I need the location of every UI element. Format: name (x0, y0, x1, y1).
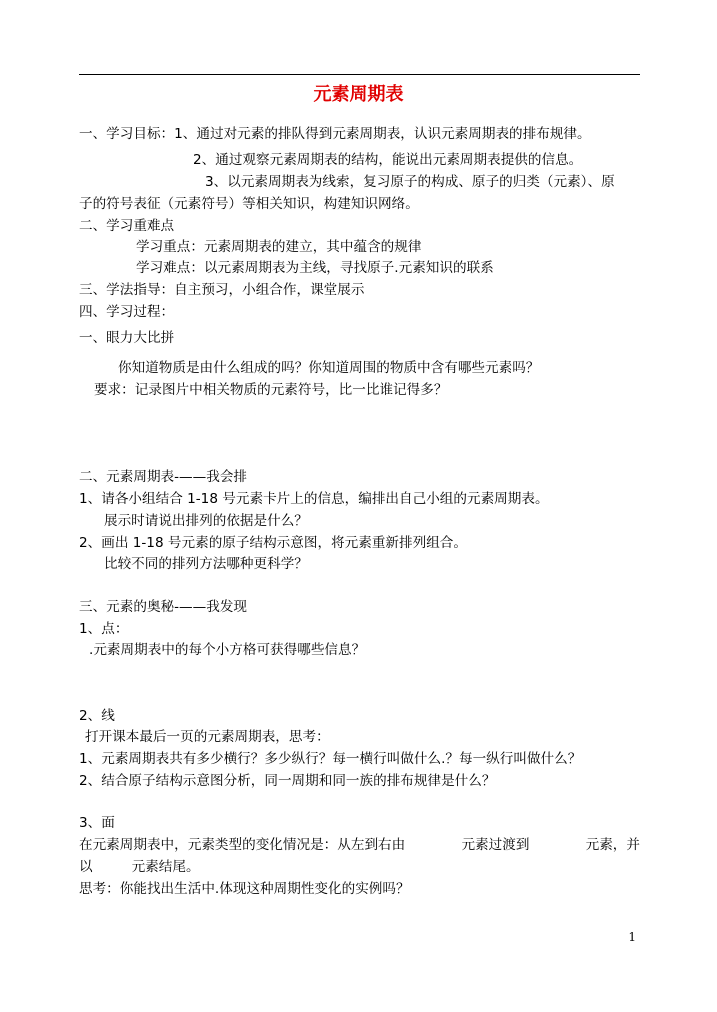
activity-heading-1: 一、眼力大比拼 (79, 330, 175, 346)
face-text-b: 元素过渡到 (461, 837, 530, 853)
activity-heading-3: 三、元素的奥秘-——我发现 (79, 599, 248, 615)
page-title: 元素周期表 (313, 84, 404, 105)
face-sentence-1 (79, 835, 640, 855)
point-question: .元素周期表中的每个小方格可获得哪些信息？ (89, 642, 366, 658)
face-text-d: 以 (79, 859, 93, 875)
method-line: 三、学法指导：自主预习，小组合作，课堂展示 (79, 282, 365, 298)
task-line-3: 2、画出 1-18 号元素的原子结构示意图，将元素重新排列组合。 (79, 535, 467, 551)
line-intro: 打开课本最后一页的元素周期表，思考： (85, 729, 330, 745)
objective-line-1: 一、学习目标：1、通过对元素的排队得到元素周期表，认识元素周期表的排布规律。 (79, 126, 591, 142)
line-question-1: 1、元素周期表共有多少横行？多少纵行？每一横行叫做什么.？每一纵行叫做什么？ (79, 751, 582, 767)
objective-line-2: 2、通过观察元素周期表的结构，能说出元素周期表提供的信息。 (193, 152, 583, 168)
think-question: 思考：你能找出生活中.体现这种周期性变化的实例吗？ (79, 881, 410, 897)
requirement-line: 要求：记录图片中相关物质的元素符号，比一比谁记得多？ (94, 382, 448, 398)
section-heading-process: 四、学习过程： (79, 304, 175, 320)
question-line-1: 你知道物质是由什么组成的吗？你知道周围的物质中含有哪些元素吗？ (118, 360, 540, 376)
section-heading-key-points: 二、学习重难点 (79, 218, 175, 234)
key-point-line: 学习重点：元素周期表的建立，其中蕴含的规律 (136, 239, 422, 255)
page-number: 1 (628, 930, 636, 944)
face-heading: 3、面 (79, 815, 115, 831)
header-rule (79, 74, 640, 75)
objective-line-4: 子的符号表征（元素符号）等相关知识，构建知识网络。 (79, 196, 419, 212)
objective-line-3: 3、以元素周期表为线索，复习原子的构成、原子的归类（元素）、原 (205, 174, 615, 190)
task-line-1: 1、请各小组结合 1-18 号元素卡片上的信息，编排出自己小组的元素周期表。 (79, 491, 549, 507)
face-text-e: 元素结尾。 (131, 859, 200, 875)
face-text-a: 在元素周期表中，元素类型的变化情况是：从左到右由 (79, 837, 406, 853)
task-line-4: 比较不同的排列方法哪种更科学？ (104, 556, 308, 572)
line-question-2: 2、结合原子结构示意图分析，同一周期和同一族的排布规律是什么？ (79, 773, 496, 789)
difficult-point-line: 学习难点：以元素周期表为主线，寻找原子.元素知识的联系 (136, 260, 494, 276)
point-heading: 1、点： (79, 621, 129, 637)
face-text-c: 元素，并 (585, 837, 640, 853)
face-sentence-2 (79, 857, 200, 877)
activity-heading-2: 二、元素周期表-——我会排 (79, 469, 248, 485)
line-heading: 2、线 (79, 708, 115, 724)
task-line-2: 展示时请说出排列的依据是什么？ (104, 513, 308, 529)
